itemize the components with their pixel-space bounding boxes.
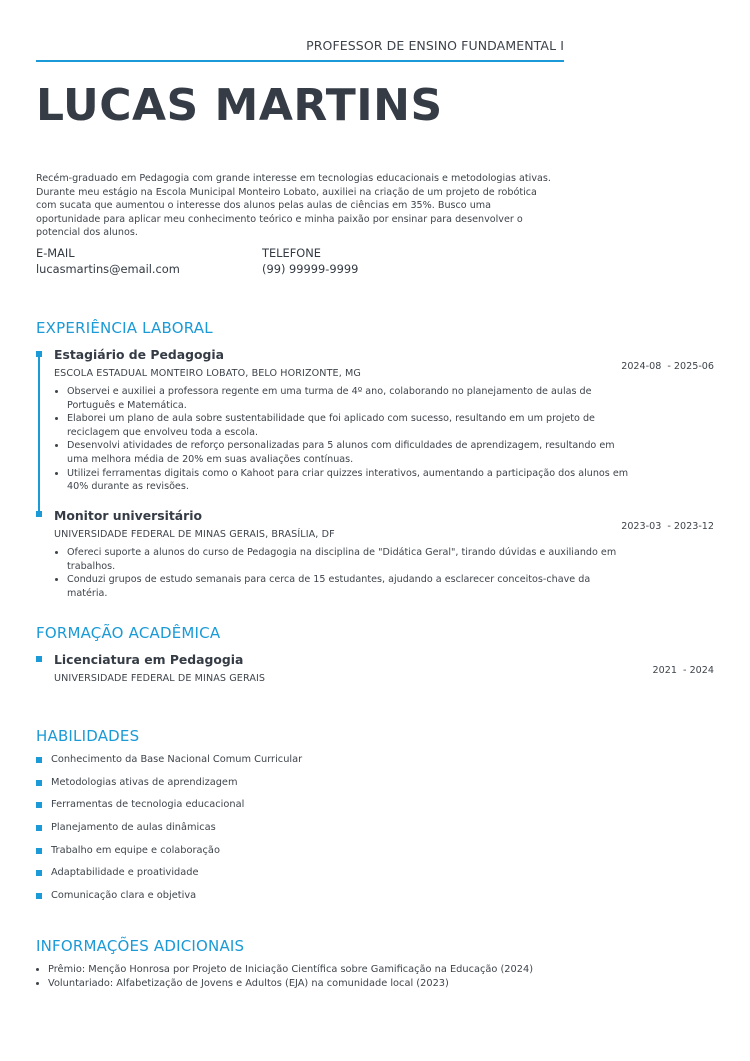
school-name: UNIVERSIDADE FEDERAL DE MINAS GERAIS [54, 673, 266, 684]
skills-section-title: HABILIDADES [36, 727, 140, 745]
bullet-square [36, 825, 42, 831]
professional-summary: Recém-graduado em Pedagogia com grande interesse em tecnologias educacionais e metodologias ativas. Durante meu estágio na Escola Municipal Monteiro Lobato, auxiliei na criação de um projeto de robótica com sucata que aumentou o interesse dos alunos pelas aulas de ciências em 35%. Busco uma oportunidade para aplicar meu conhecimento teórico e minha paixão por ensinar para desenvolver o potencial dos alunos. [36, 173, 551, 239]
list-item: • Ofereci suporte a alunos do curso de Pedagogia na disciplina de "Didática Geral", tirando dúvidas e auxiliando em trabalhos. [67, 546, 629, 573]
bullet-square [36, 848, 42, 854]
bullet-square [36, 870, 42, 876]
bullet-square [36, 757, 42, 763]
timeline-marker [36, 511, 42, 517]
skill-item [36, 866, 302, 889]
candidate-name: LUCAS MARTINS [36, 80, 443, 131]
list-item: • Observei e auxiliei a professora regente em uma turma de 4º ano, colaborando no planejamento de aulas de Português e Matemática. [67, 385, 629, 412]
header-divider [36, 60, 564, 62]
phone-label: TELEFONE [262, 246, 321, 260]
bullet-square [36, 893, 42, 899]
skill-label: Comunicação clara e objetiva [51, 890, 197, 902]
skill-item [36, 821, 302, 844]
education-marker [36, 656, 42, 662]
job-title: PROFESSOR DE ENSINO FUNDAMENTAL I [306, 38, 564, 53]
additional-section-title: INFORMAÇÕES ADICIONAIS [36, 937, 245, 955]
list-item: • Conduzi grupos de estudo semanais para cerca de 15 estudantes, ajudando a esclarecer conceitos-chave da matéria. [67, 573, 629, 600]
skill-label: Adaptabilidade e proatividade [51, 867, 199, 879]
entry-bullets [54, 546, 629, 600]
education-dates: 2021 - 2024 [652, 665, 714, 676]
entry-organization: ESCOLA ESTADUAL MONTEIRO LOBATO, BELO HORIZONTE, MG [54, 368, 361, 379]
experience-entry [54, 347, 629, 494]
entry-bullets [54, 385, 629, 494]
additional-list [36, 963, 708, 991]
experience-section-title: EXPERIÊNCIA LABORAL [36, 319, 213, 337]
skill-item [36, 753, 302, 776]
contact-email [36, 246, 180, 277]
bullet-square [36, 780, 42, 786]
skill-item [36, 844, 302, 867]
skill-item [36, 798, 302, 821]
skill-label: Conhecimento da Base Nacional Comum Curricular [51, 754, 303, 765]
degree-title: Licenciatura em Pedagogia [54, 652, 244, 667]
skill-item [36, 776, 302, 799]
skill-item [36, 889, 302, 912]
entry-role: Monitor universitário [54, 508, 203, 523]
entry-role: Estagiário de Pedagogia [54, 347, 224, 362]
list-item: • Prêmio: Menção Honrosa por Projeto de Iniciação Científica sobre Gamificação na Educação (2024) [48, 963, 708, 977]
phone-value: (99) 99999-9999 [262, 261, 359, 276]
list-item: • Voluntariado: Alfabetização de Jovens e Adultos (EJA) na comunidade local (2023) [48, 977, 708, 991]
education-section-title: FORMAÇÃO ACADÊMICA [36, 624, 221, 642]
timeline-marker [36, 351, 42, 357]
email-label: E-MAIL [36, 246, 75, 260]
skill-label: Ferramentas de tecnologia educacional [51, 799, 245, 811]
list-item: • Desenvolvi atividades de reforço personalizadas para 5 alunos com dificuldades de aprendizagem, resultando em uma melhora média de 20% em suas avaliações contínuas. [67, 439, 629, 466]
bullet-square [36, 802, 42, 808]
entry-dates: 2024-08 - 2025-06 [621, 361, 714, 372]
skill-label: Metodologias ativas de aprendizagem [51, 776, 238, 788]
education-entry [54, 652, 629, 685]
experience-timeline [38, 352, 40, 515]
email-value: lucasmartins@email.com [36, 261, 180, 276]
list-item: • Utilizei ferramentas digitais como o Kahoot para criar quizzes interativos, aumentando a participação dos alunos em 40% durante as revisões. [67, 467, 629, 494]
skill-label: Planejamento de aulas dinâmicas [51, 822, 216, 834]
entry-organization: UNIVERSIDADE FEDERAL DE MINAS GERAIS, BRASÍLIA, DF [54, 529, 335, 540]
skill-label: Trabalho em equipe e colaboração [51, 844, 220, 856]
contact-phone [262, 246, 358, 277]
entry-dates: 2023-03 - 2023-12 [621, 521, 714, 532]
skills-list [36, 753, 302, 912]
experience-entry [54, 508, 629, 600]
list-item: • Elaborei um plano de aula sobre sustentabilidade que foi aplicado com sucesso, resultando em um projeto de reciclagem que envolveu toda a escola. [67, 412, 629, 439]
